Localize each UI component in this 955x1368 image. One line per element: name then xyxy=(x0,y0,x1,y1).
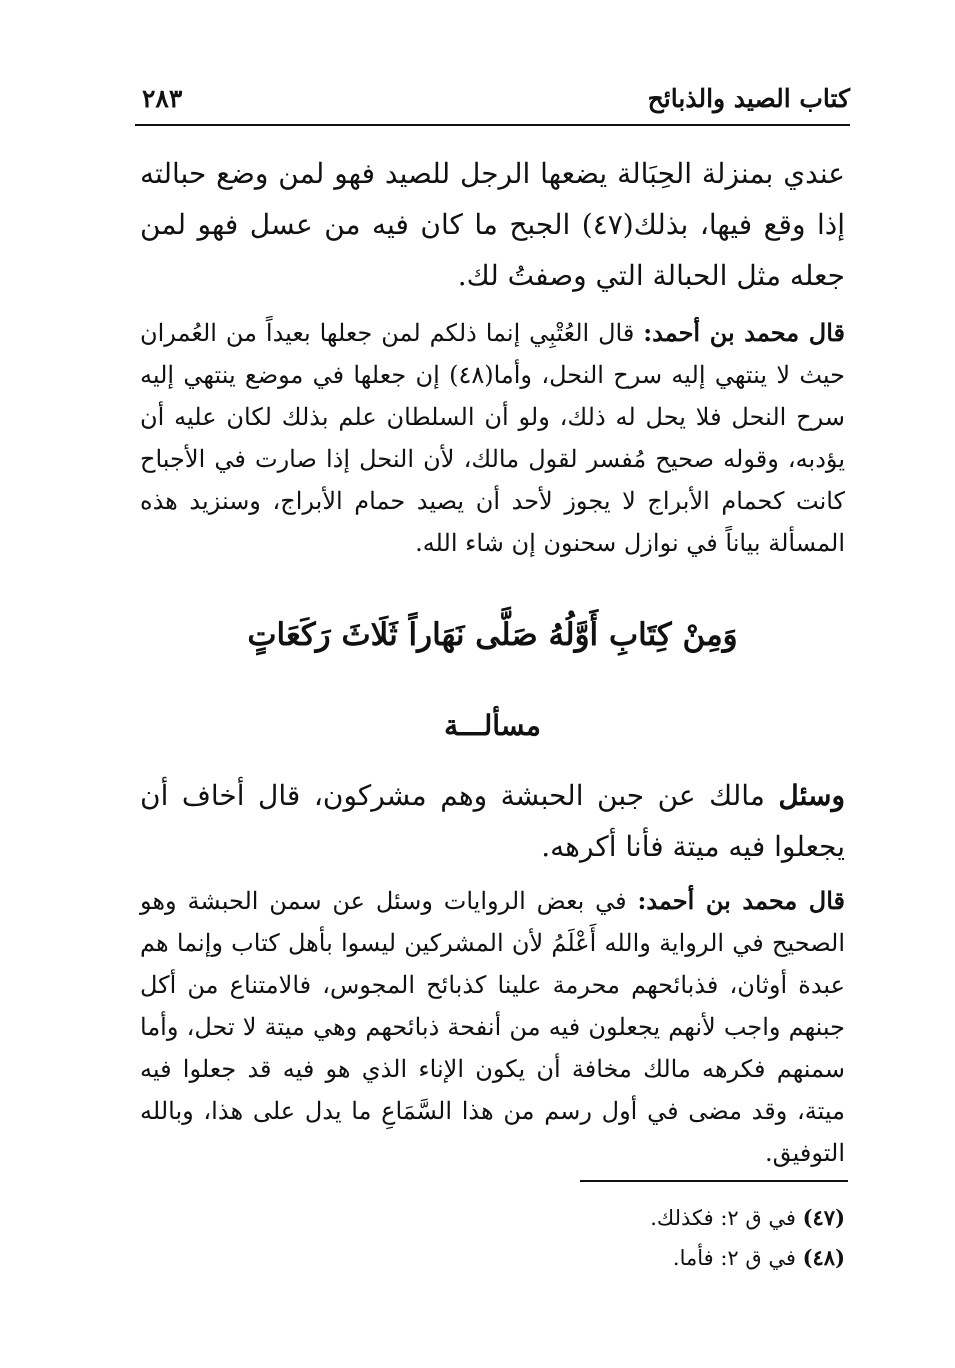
speaker-label: وسئل xyxy=(778,779,845,812)
paragraph-text: عندي بمنزلة الحِبَالة يضعها الرجل للصيد فهو لمن وضع حبالته إذا وقع فيها، بذلك(٤٧) الجبح ما كان فيه من عسل فهو لمن جعله مثل الحبالة التي وصفتُ لك. xyxy=(140,157,845,292)
paragraph-2 xyxy=(140,312,845,564)
paragraph-3 xyxy=(140,770,845,872)
paragraph-4 xyxy=(140,880,845,1174)
footnote-47 xyxy=(140,1198,845,1238)
footnotes xyxy=(140,1198,845,1278)
section-heading: مسألـــة xyxy=(444,709,541,742)
footnote-text: في ق ٢: فأما. xyxy=(672,1246,803,1270)
footnote-rule xyxy=(580,1180,848,1182)
chapter-heading: وَمِنْ كِتَابِ أَوَّلُهُ صَلَّى نَهَاراً ثَلَاثَ رَكَعَاتٍ xyxy=(247,617,738,653)
paragraph-text: قال العُتْبِي إنما ذلكم لمن جعلها بعيداً من العُمران حيث لا ينتهي إليه سرح النحل، وأما(٤٨) إن جعلها في موضع ينتهي إليه سرح النحل فلا يحل له ذلك، ولو أن السلطان علم بذلك لكان عليه أن يؤدبه، وقوله صحيح مُفسر لقول مالك، لأن النحل إذا صارت في الأجباح كانت كحمام الأبراج لا يجوز لأحد أن يصيد حمام الأبراج، وسنزيد هذه المسألة بياناً في نوازل سحنون إن شاء الله. xyxy=(140,319,845,557)
footnote-text: في ق ٢: فكذلك. xyxy=(650,1206,803,1230)
paragraph-text: في بعض الروايات وسئل عن سمن الحبشة وهو الصحيح في الرواية والله أَعْلَمُ لأن المشركين ليسوا بأهل كتاب وإنما هم عبدة أوثان، فذبائحهم محرمة علينا كذبائح المجوس، فالامتناع من أكل جبنهم واجب لأنهم يجعلون فيه من أنفحة ذبائحهم وهي ميتة لا تحل، وأما سمنهم فكرهه مالك مخافة أن يكون الإناء الذي هو فيه قد جعلوا فيه ميتة، وقد مضى في أول رسم من هذا السَّمَاعِ ما يدل على هذا، وبالله التوفيق. xyxy=(140,887,845,1167)
footnote-number: (٤٧) xyxy=(802,1205,845,1230)
paragraph-text: مالك عن جبن الحبشة وهم مشركون، قال أخاف أن يجعلوا فيه ميتة فأنا أكرهه. xyxy=(140,779,845,863)
header-rule xyxy=(135,124,850,126)
footnote-48 xyxy=(140,1238,845,1278)
page-header xyxy=(130,78,850,122)
running-title: كتاب الصيد والذبائح xyxy=(647,84,850,113)
speaker-label: قال محمد بن أحمد: xyxy=(637,886,845,915)
paragraph-1 xyxy=(140,148,845,301)
page-number: ٢٨٣ xyxy=(142,84,183,113)
footnote-number: (٤٨) xyxy=(802,1245,845,1270)
speaker-label: قال محمد بن أحمد: xyxy=(643,318,845,347)
